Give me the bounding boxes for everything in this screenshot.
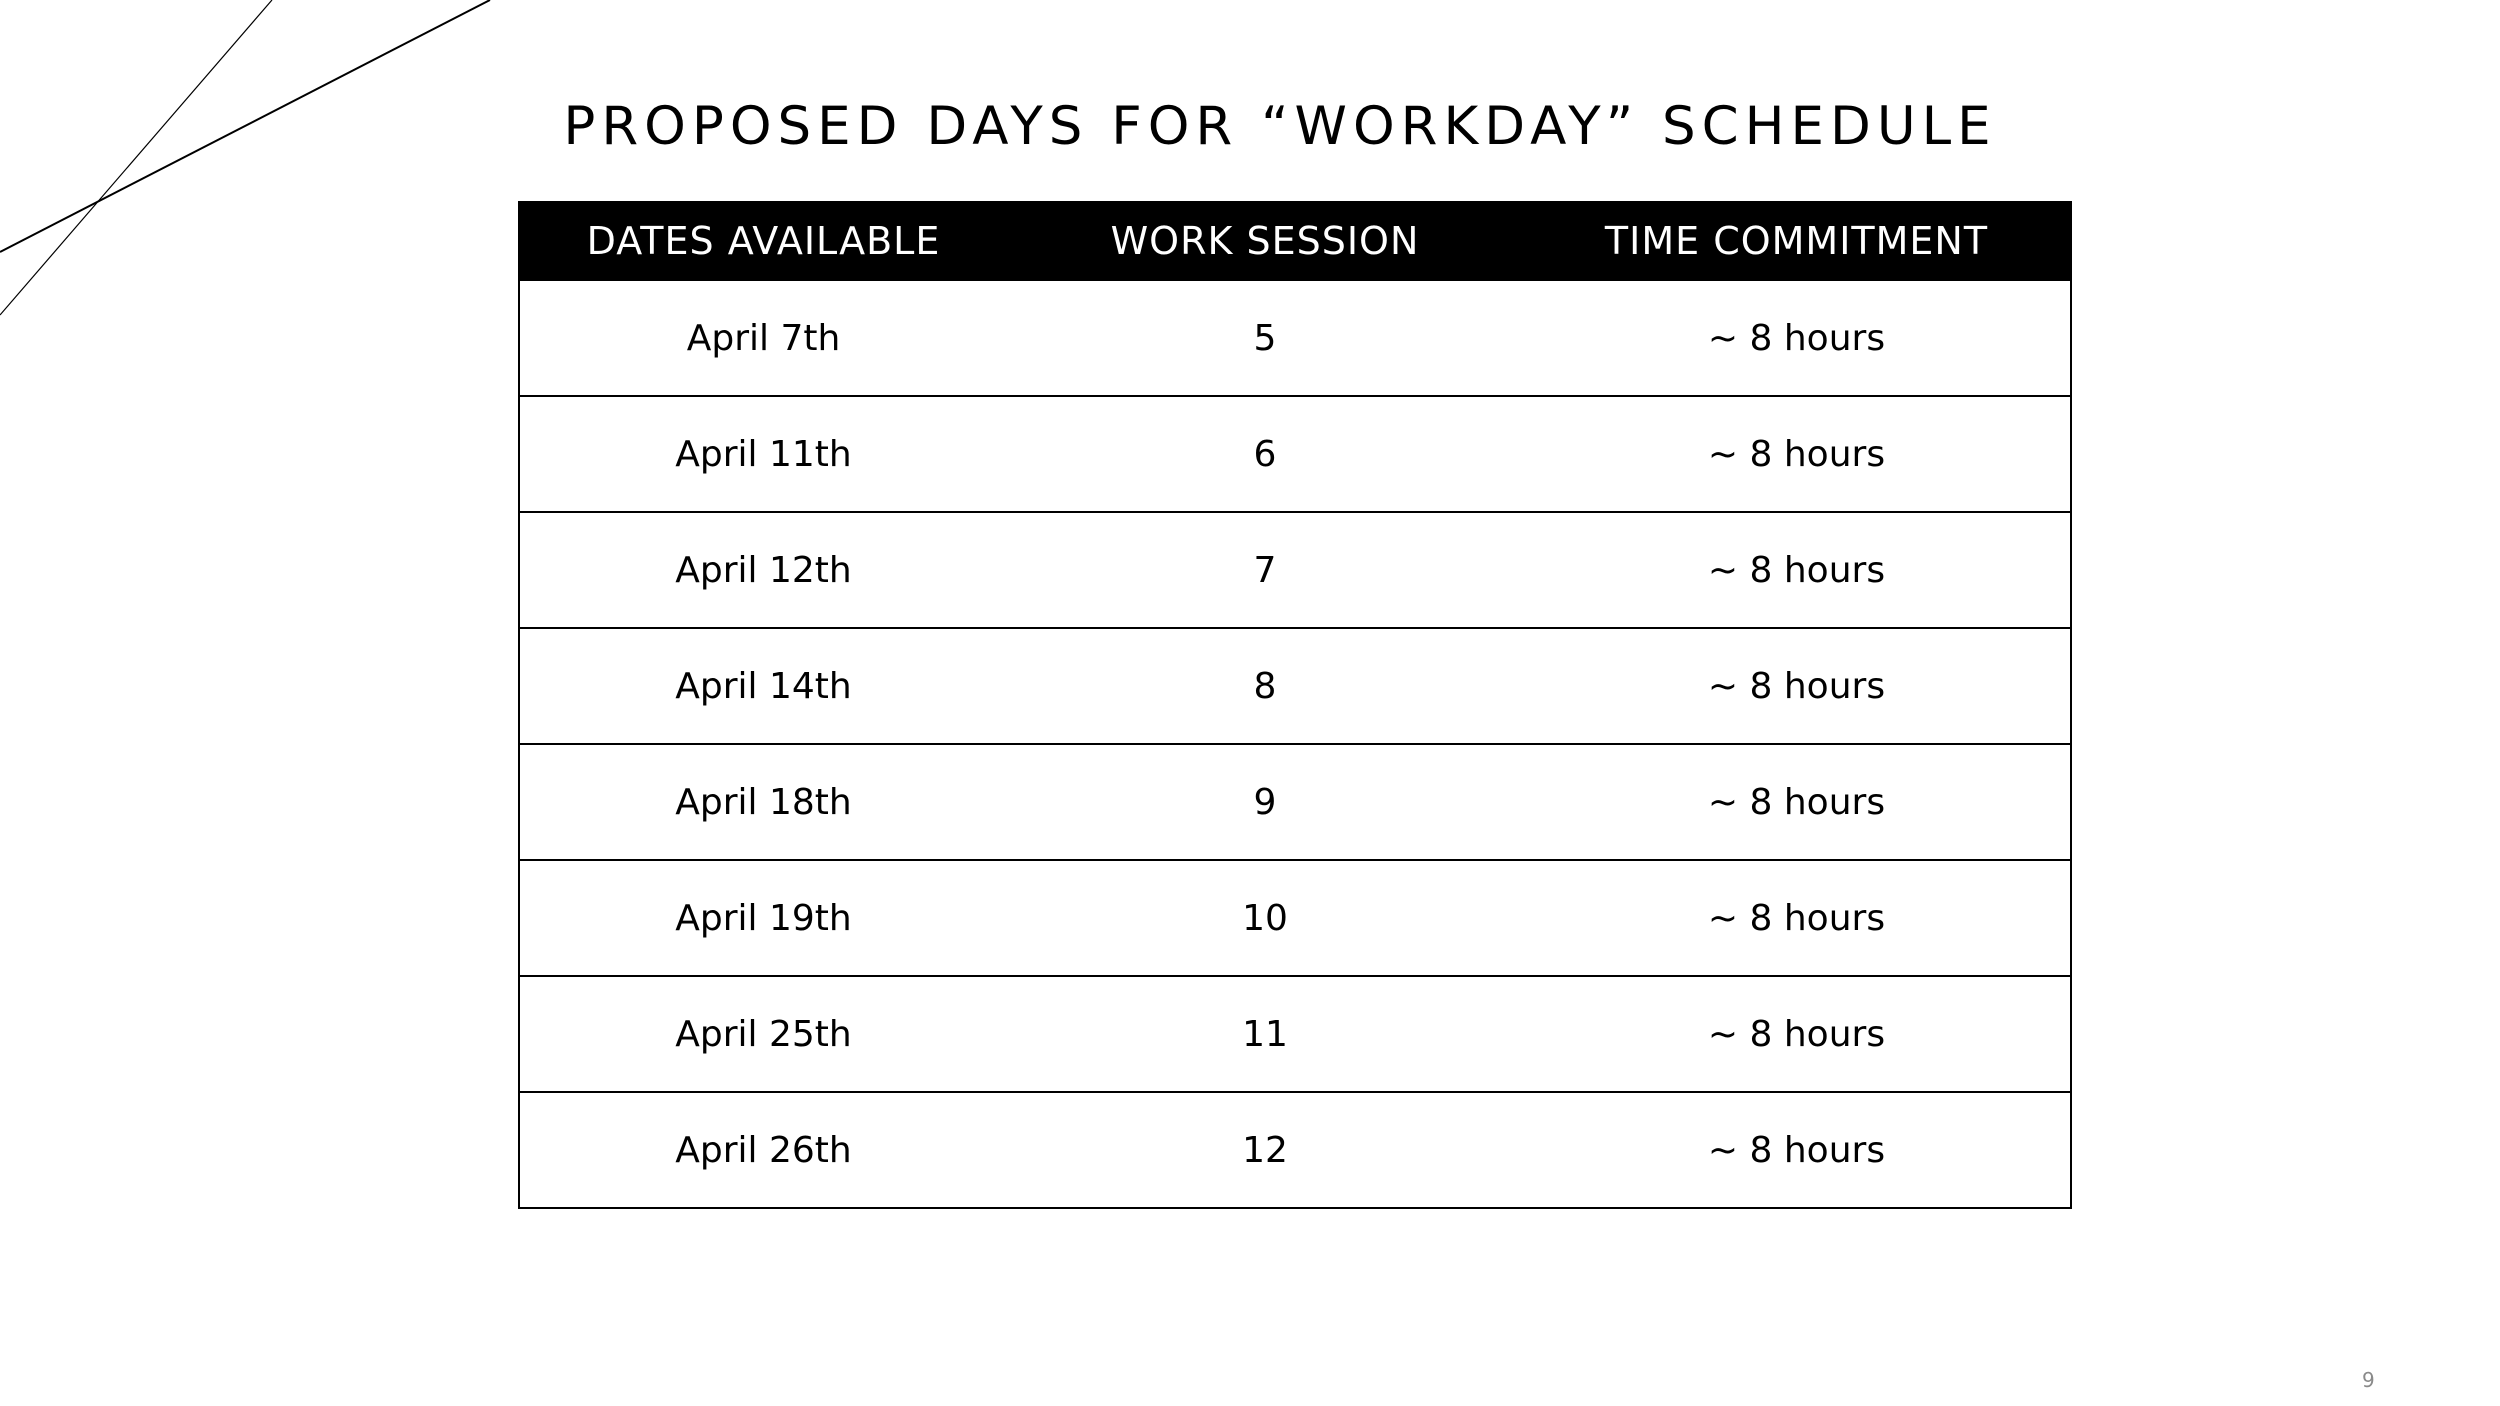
time-cell: ~ 8 hours (1523, 280, 2071, 396)
session-cell: 7 (1007, 512, 1523, 628)
table-row (519, 976, 2071, 1092)
date-cell: April 14th (519, 628, 1007, 744)
column-header-dates-available: DATES AVAILABLE (519, 202, 1007, 280)
time-cell: ~ 8 hours (1523, 1092, 2071, 1208)
date-cell: April 11th (519, 396, 1007, 512)
session-cell: 5 (1007, 280, 1523, 396)
time-cell: ~ 8 hours (1523, 860, 2071, 976)
date-cell: April 26th (519, 1092, 1007, 1208)
table-row (519, 396, 2071, 512)
table-row (519, 512, 2071, 628)
session-cell: 12 (1007, 1092, 1523, 1208)
session-cell: 10 (1007, 860, 1523, 976)
decorative-lines (0, 0, 520, 330)
page-title: PROPOSED DAYS FOR “WORKDAY” SCHEDULE (563, 96, 1997, 157)
time-cell: ~ 8 hours (1523, 976, 2071, 1092)
session-cell: 9 (1007, 744, 1523, 860)
session-cell: 8 (1007, 628, 1523, 744)
table-header-row (519, 202, 2071, 280)
time-cell: ~ 8 hours (1523, 512, 2071, 628)
table-row (519, 628, 2071, 744)
date-cell: April 12th (519, 512, 1007, 628)
page-number: 9 (2362, 1368, 2375, 1392)
time-cell: ~ 8 hours (1523, 628, 2071, 744)
time-cell: ~ 8 hours (1523, 396, 2071, 512)
date-cell: April 18th (519, 744, 1007, 860)
table-row (519, 1092, 2071, 1208)
column-header-time-commitment: TIME COMMITMENT (1523, 202, 2071, 280)
session-cell: 6 (1007, 396, 1523, 512)
date-cell: April 25th (519, 976, 1007, 1092)
schedule-table (518, 201, 2072, 1209)
date-cell: April 7th (519, 280, 1007, 396)
table-row (519, 860, 2071, 976)
time-cell: ~ 8 hours (1523, 744, 2071, 860)
column-header-work-session: WORK SESSION (1007, 202, 1523, 280)
date-cell: April 19th (519, 860, 1007, 976)
session-cell: 11 (1007, 976, 1523, 1092)
table-row (519, 280, 2071, 396)
table-row (519, 744, 2071, 860)
